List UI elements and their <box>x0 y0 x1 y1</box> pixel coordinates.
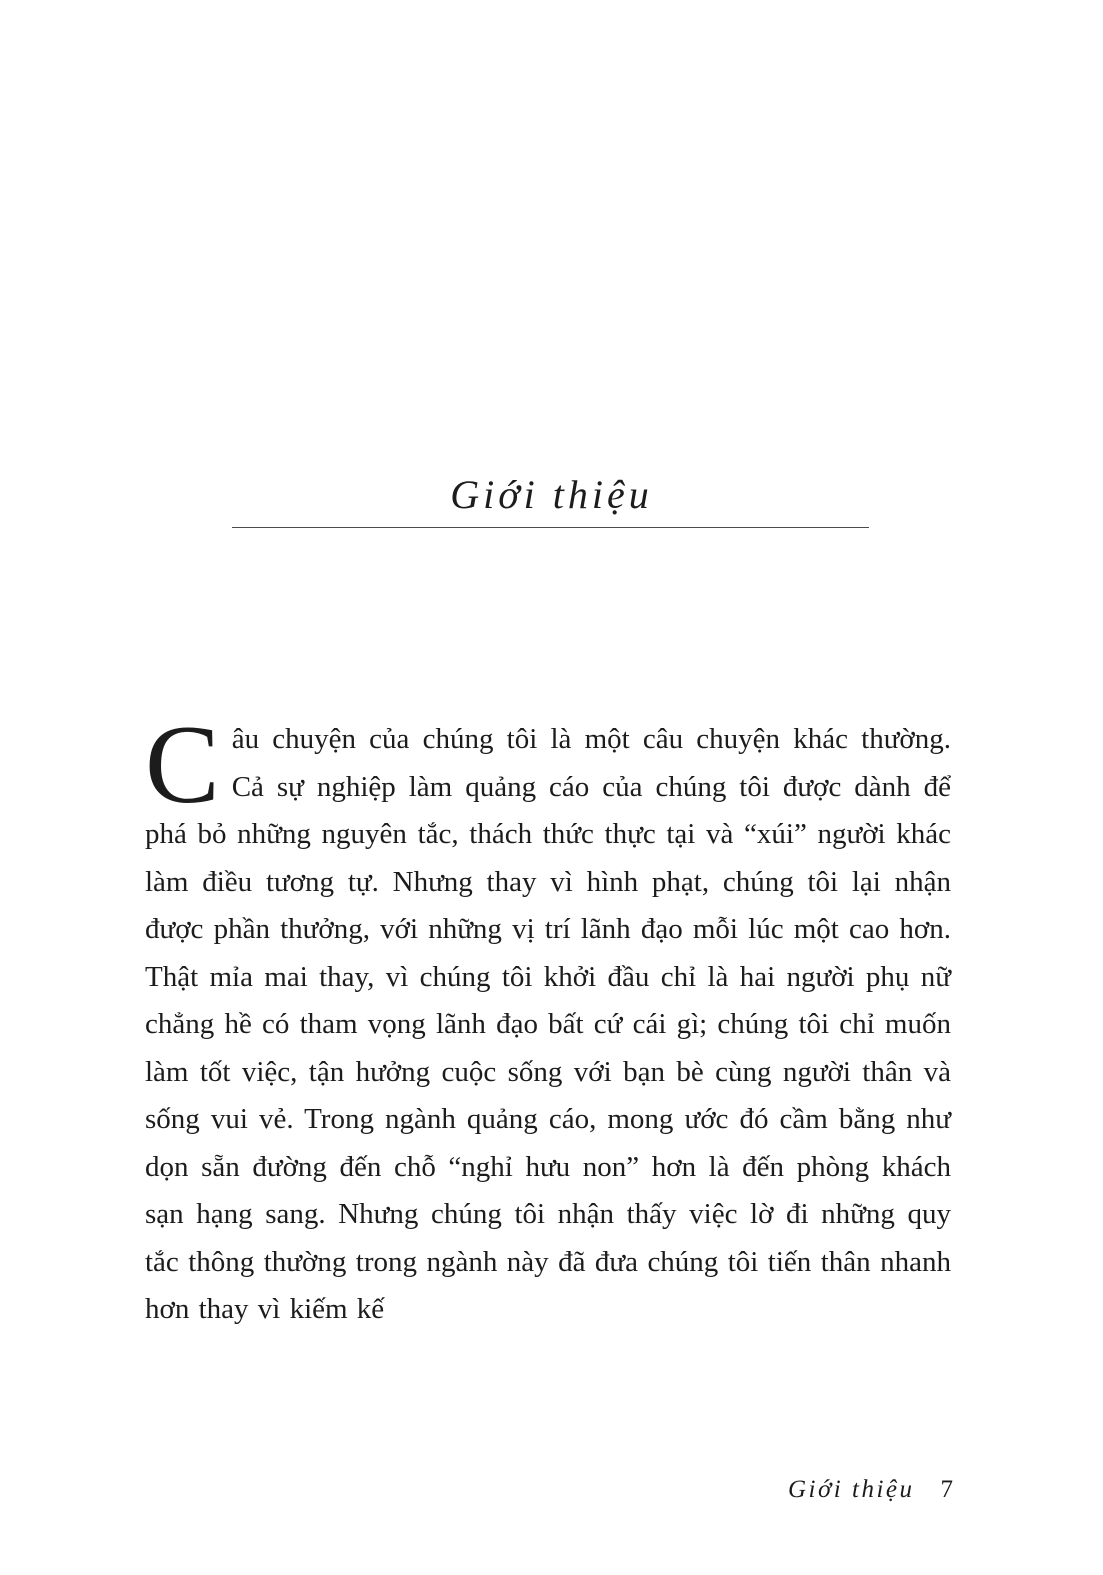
footer-section-title: Giới thiệu <box>787 1476 915 1503</box>
body-paragraph <box>145 703 951 1334</box>
footer-page-number: 7 <box>940 1476 953 1503</box>
chapter-title: Giới thiệu <box>450 471 653 517</box>
drop-cap-letter: C <box>145 703 220 827</box>
paragraph-text: âu chuyện của chúng tôi là một câu chuyện khác thường. Cả sự nghiệp làm quảng cáo của chúng tôi được dành để phá bỏ những nguyên tắc, thách thức thực tại và “xúi” người khác làm điều tương tự. Nhưng thay vì hình phạt, chúng tôi lại nhận được phần thưởng, với những vị trí lãnh đạo mỗi lúc một cao hơn. Thật mỉa mai thay, vì chúng tôi khởi đầu chỉ là hai người phụ nữ chẳng hề có tham vọng lãnh đạo bất cứ cái gì; chúng tôi chỉ muốn làm tốt việc, tận hưởng cuộc sống với bạn bè cùng người thân và sống vui vẻ. Trong ngành quảng cáo, mong ước đó cầm bằng như dọn sẵn đường đến chỗ “nghỉ hưu non” hơn là đến phòng khách sạn hạng sang. Nhưng chúng tôi nhận thấy việc lờ đi những quy tắc thông thường trong ngành này đã đưa chúng tôi tiến thân nhanh hơn thay vì kiếm kế <box>145 723 951 1325</box>
page-footer <box>788 1476 953 1504</box>
title-divider-rule <box>232 527 869 528</box>
